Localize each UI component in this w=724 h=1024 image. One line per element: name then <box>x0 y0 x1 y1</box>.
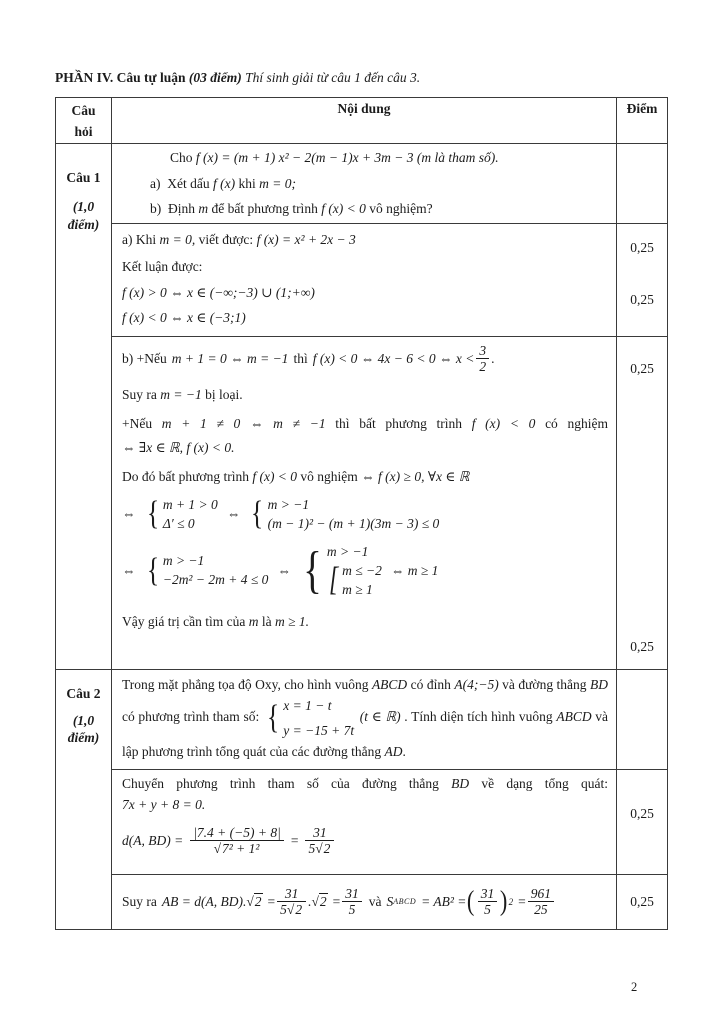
sol-b-l2-text1: Suy ra <box>122 386 157 402</box>
sol-b-line1 <box>122 343 608 375</box>
cau2-solution2-score-cell <box>617 875 667 929</box>
cau2-question-row <box>112 670 667 770</box>
score-badge: 0,25 <box>630 291 654 307</box>
parametric-y: y = −15 + 7t <box>283 722 355 738</box>
cau1-q-fx: f (x) = (m + 1) x² − 2(m − 1)x + 3m − 3 <box>195 150 414 165</box>
cau1-subrows <box>112 144 667 669</box>
cau2-label-cell <box>56 670 112 929</box>
page-number: 2 <box>631 980 638 994</box>
cases4-row1: { m > −1 <box>326 543 369 559</box>
cau2-q-text6: và lập phương trình tổng quát của các đường thẳng <box>122 709 609 760</box>
ab-fraction-1: $\frac{31}{5 √ 2}$ <box>277 886 306 918</box>
cau2-q-math6: AD <box>384 744 403 760</box>
cau1-points-line2: điểm) <box>67 216 100 232</box>
sqrt-icon: √ 2 <box>246 894 262 910</box>
cau2-solution1-content <box>112 770 617 874</box>
cau1-qb-text1: Định <box>168 201 195 217</box>
cau1-qa-text2: khi <box>238 175 256 191</box>
distance-formula-lead: d(A, BD) = <box>122 832 184 848</box>
sol-b-line4: ⇔ ∃x ∈ ℝ, f (x) < 0. <box>122 439 235 455</box>
table-header-row <box>56 98 667 144</box>
cau2-q-math1: ABCD <box>371 676 408 692</box>
equiv-arrow-icon: ⇔ <box>226 506 241 522</box>
cau1-qb-math2: f (x) < 0 <box>321 201 366 217</box>
section-heading-note: Thí sinh giải từ câu 1 đến câu 3. <box>241 70 421 85</box>
sol-b-l3-text2: thì bất phương trình <box>335 416 463 432</box>
header-cau-line1: Câu <box>71 103 96 118</box>
cau2-q-text7: . <box>402 744 406 760</box>
sol-b-l3-math1: m + 1 ≠ 0 ⇔ m ≠ −1 <box>161 416 326 432</box>
cau1-qb-marker: b) <box>150 201 162 217</box>
cau2-label: Câu 2 <box>66 685 101 701</box>
score-badge: 0,25 <box>630 893 654 909</box>
sol-a-line4: f (x) < 0 ⇔ x ∈ (−3;1) <box>122 310 246 326</box>
cau1-qa-math1: f (x) <box>212 175 236 191</box>
sol-b-l5-math1: f (x) < 0 <box>252 469 298 485</box>
sol-a-line1 <box>122 230 608 250</box>
cau1-question-item-b <box>122 199 608 219</box>
sol-b-system1 <box>122 497 608 532</box>
cau2-q-text3: và đường thẳng <box>502 676 587 692</box>
ab-fraction-2: $\frac{31}{5}$ <box>342 886 362 918</box>
sol-b-l3-math2: f (x) < 0 <box>471 416 536 432</box>
cau2-q-text5: . Tính diện tích hình vuông <box>404 709 553 725</box>
cau1-question-item-a <box>122 174 608 194</box>
sol-b-system2-result: ⇔ m ≥ 1 <box>390 562 439 578</box>
area-subscript: ABCD <box>393 897 417 907</box>
cau1-section <box>56 144 667 670</box>
cau2-section <box>56 670 667 929</box>
cau2-q-text2: có đỉnh <box>410 676 451 692</box>
sol-a-l1-text1: a) Khi <box>122 231 157 247</box>
area-symbol: S <box>386 893 394 909</box>
cau2-s1-line1 <box>122 774 608 794</box>
cau2-points-line2: điểm) <box>67 730 100 746</box>
sol-b-line5 <box>122 467 608 487</box>
cau2-s1-line2: 7x + y + 8 = 0. <box>122 797 206 813</box>
cau2-s2-math1: AB = d(A, BD). <box>161 893 247 909</box>
bracket-group <box>327 563 382 598</box>
sol-a-l1-math1: m = 0, <box>159 231 196 247</box>
equiv-arrow-icon: ⇔ <box>277 562 291 578</box>
cau2-q-math4: (t ∈ ℝ) <box>359 709 401 725</box>
score-badge: 0,25 <box>630 360 654 376</box>
sqrt-icon: √ 2 <box>287 901 303 917</box>
equals-sign: = <box>518 893 526 909</box>
sol-a-line3: f (x) > 0 ⇔ x ∈ (−∞;−3) ∪ (1;+∞) <box>122 284 315 300</box>
sol-b-l3-text3: có nghiệm <box>545 416 608 432</box>
sol-b-l2-text2: bị loại. <box>205 386 243 402</box>
result-fraction: $\frac{31}{5 √ 2}$ <box>305 825 334 857</box>
cases2-row2: (m − 1)² − (m + 1)(3m − 3) ≤ 0 <box>267 515 440 531</box>
header-cell-noi-dung: Nội dung <box>112 98 617 143</box>
equals-sign: = <box>290 832 299 848</box>
cases1-row1: { m + 1 > 0 <box>162 496 218 512</box>
cau2-q-math2: A(4;−5) <box>454 676 499 692</box>
cases-group-1 <box>145 497 218 532</box>
sol-b-l6-text1: Vậy giá trị cần tìm của <box>122 613 246 629</box>
score-badge: 0,25 <box>630 805 654 821</box>
cau2-s2-math3: = AB² = <box>421 893 467 909</box>
section-heading-bold: PHẦN IV. Câu tự luận <box>55 70 189 85</box>
cau1-qa-marker: a) <box>150 175 161 191</box>
cau1-solution-a-score-cell <box>617 224 667 336</box>
sol-b-conclusion <box>122 612 608 632</box>
cau1-solution-a-content <box>112 224 617 336</box>
sqrt-icon: √ 2 <box>311 894 327 910</box>
cases-group-3 <box>145 553 269 588</box>
cau1-question-content <box>112 144 617 223</box>
cau2-question-score-cell <box>617 670 667 769</box>
sol-b-l1-math2: f (x) < 0 ⇔ 4x − 6 < 0 ⇔ x < <box>312 350 475 366</box>
cau1-q-note: (m là tham số). <box>416 150 499 165</box>
cau2-s1-math1: BD <box>451 775 470 791</box>
bracket-row2: m ≥ 1 <box>342 581 373 597</box>
sol-b-l1-period: . <box>491 350 495 366</box>
parametric-x: { x = 1 − t <box>283 698 332 714</box>
cau2-s2-text1: Suy ra <box>122 893 157 909</box>
cau2-subrows <box>112 670 667 929</box>
score-badge: 0,25 <box>630 239 654 255</box>
multiply-dot: . <box>308 893 312 909</box>
cases3-row2: −2m² − 2m + 4 ≤ 0 <box>162 572 269 588</box>
header-cell-diem: Điểm <box>626 101 658 116</box>
cases3-row1: { m > −1 <box>162 553 205 569</box>
section-heading-points: (03 điểm) <box>188 70 242 85</box>
equiv-arrow-icon: ⇔ <box>122 506 136 522</box>
cau2-q-text1: Trong mặt phẳng tọa độ Oxy, cho hình vuông <box>122 676 369 692</box>
sol-b-l6-text2: là <box>261 613 272 629</box>
cases1-row2: Δ′ ≤ 0 <box>162 515 195 531</box>
cau2-q-text4: có phương trình tham số: <box>122 709 260 725</box>
sol-b-l2-math1: m = −1 <box>160 386 202 402</box>
sol-b-l1-math1: m + 1 = 0 ⇔ m = −1 <box>171 350 289 366</box>
cau2-solution1-score-cell <box>617 770 667 874</box>
cau1-solution-b-score-cell <box>617 337 667 669</box>
cases-group-4 <box>300 544 382 598</box>
parametric-cases-group <box>265 695 354 741</box>
cau1-question-score-cell <box>617 144 667 223</box>
cau2-s1-formula <box>122 825 608 857</box>
area-result-fraction: $\frac{961}{25}$ <box>528 886 554 918</box>
sol-b-l6-math1: m <box>248 613 259 629</box>
sol-a-line2: Kết luận được: <box>122 259 203 275</box>
cau2-points-line1: (1,0 <box>72 712 95 728</box>
ab-fraction-3: $\frac{31}{5}$ <box>478 886 498 918</box>
fraction-3-2: $\frac{3}{2}$ <box>476 343 489 375</box>
sol-b-l1-text1: b) +Nếu <box>122 350 167 366</box>
cau2-q-math5: ABCD <box>556 709 592 725</box>
sol-b-system2 <box>122 544 608 598</box>
header-cell-cau-hoi <box>56 98 112 143</box>
cau2-solution2-row <box>112 875 667 929</box>
cau1-label: Câu 1 <box>66 170 101 185</box>
sol-b-l6-math2: m ≥ 1. <box>274 613 309 629</box>
cau1-question-row <box>112 144 667 224</box>
section-heading <box>55 70 669 86</box>
header-cau-line2: hỏi <box>74 123 93 139</box>
cau1-qa-math2: m = 0; <box>259 175 296 191</box>
cau1-solution-b-row <box>112 337 667 669</box>
distance-fraction: |7.4 + (−5) + 8| √ 7² + 1² <box>190 825 284 857</box>
sol-b-l1-text2: thì <box>293 350 308 366</box>
bracket-row1: [ m ≤ −2 <box>342 562 382 578</box>
cau1-points-line1: (1,0 <box>72 199 95 214</box>
cau1-qb-math1: m <box>198 201 209 217</box>
cau2-solution2-content: Suy ra AB = d(A, BD). √ 2 = $\frac{31}{5 √ 2}$ . √ 2 = $\frac{31}{5}$ và S ABCD = AB² = ( $\frac{31}{5}$ ) 2 = $\frac{961}{25}$ <box>112 875 617 929</box>
cau2-solution1-row <box>112 770 667 875</box>
equiv-arrow-icon: ⇔ <box>122 562 136 578</box>
sol-b-l5-text2: vô nghiệm <box>300 469 358 485</box>
cases-group-2 <box>249 497 439 532</box>
sol-b-l5-text1: Do đó bất phương trình <box>122 469 249 485</box>
exponent: 2 <box>508 896 514 907</box>
cau1-solution-b-content <box>112 337 617 669</box>
sol-a-l1-math2: f (x) = x² + 2x − 3 <box>256 231 356 247</box>
cau2-q-math3: BD <box>590 676 608 692</box>
cases2-row1: { m > −1 <box>267 496 310 512</box>
sol-a-l1-text2: viết được: <box>198 231 254 247</box>
cau1-qb-text3: vô nghiệm? <box>369 201 433 217</box>
equals-sign: = <box>332 893 341 909</box>
equals-sign: = <box>267 893 276 909</box>
cau1-qb-text2: để bất phương trình <box>211 201 318 217</box>
cau1-label-cell <box>56 144 112 669</box>
cau1-question-line1 <box>122 148 608 168</box>
sol-b-line3 <box>122 414 608 434</box>
cau2-s2-text2: và <box>368 893 382 909</box>
cau2-s1-text1: Chuyển phương trình tham số của đường thẳng <box>122 775 439 791</box>
sol-b-line2 <box>122 385 608 405</box>
cau1-qa-text1: Xét dấu <box>167 175 210 191</box>
sol-b-l3-text1: +Nếu <box>122 416 153 432</box>
sol-b-l5-math2: ⇔ f (x) ≥ 0, ∀x ∈ ℝ <box>361 469 470 485</box>
sqrt-icon: √ 7² + 1² <box>214 840 261 856</box>
answers-table <box>55 97 668 930</box>
cau1-solution-a-row <box>112 224 667 337</box>
score-badge: 0,25 <box>630 638 654 654</box>
cau1-q-cho: Cho <box>170 150 193 165</box>
sqrt-icon: √ 2 <box>315 840 331 856</box>
cau2-question-content <box>112 670 617 769</box>
cau2-s1-text2: về dạng tổng quát: <box>481 775 608 791</box>
